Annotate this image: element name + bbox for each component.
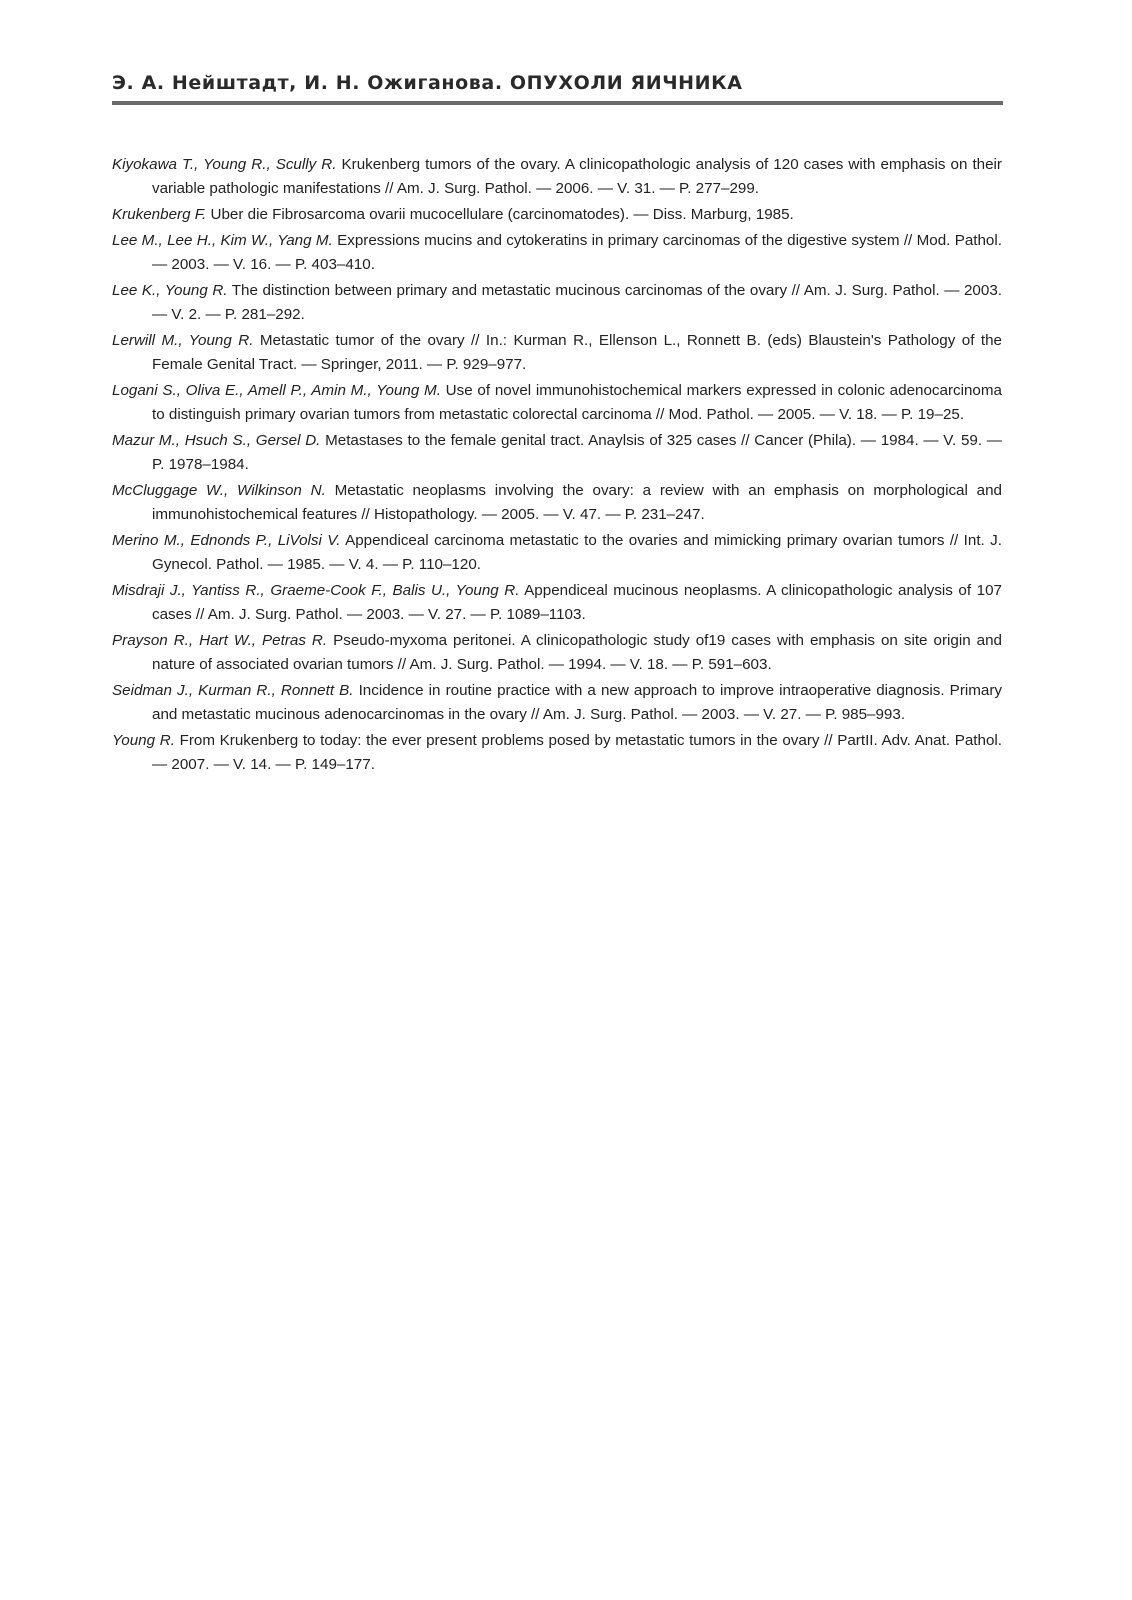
reference-text: Metastatic tumor of the ovary // In.: Kurman R., Ellenson L., Ronnett B. (eds) Blaustein's Pathology of the Female Genital Tract. — Springer, 2011. — P. 929–977. xyxy=(152,332,1002,373)
reference-text: From Krukenberg to today: the ever present problems posed by metastatic tumors in the ovary // PartII. Adv. Anat. Pathol. — 2007. — V. 14. — P. 149–177. xyxy=(152,732,1002,773)
reference-item xyxy=(112,729,1002,777)
reference-item xyxy=(112,629,1002,677)
header-rule xyxy=(112,101,1003,105)
reference-item xyxy=(112,579,1002,627)
reference-text: Expressions mucins and cytokeratins in primary carcinomas of the digestive system // Mod. Pathol. — 2003. — V. 16. — P. 403–410. xyxy=(152,232,1002,273)
reference-text: The distinction between primary and metastatic mucinous carcinomas of the ovary // Am. J. Surg. Pathol. — 2003. — V. 2. — P. 281–292. xyxy=(152,282,1002,323)
reference-item xyxy=(112,329,1002,377)
reference-authors: Kiyokawa T., Young R., Scully R. xyxy=(112,156,337,173)
reference-authors: Prayson R., Hart W., Petras R. xyxy=(112,632,328,649)
reference-item xyxy=(112,153,1002,201)
reference-authors: Seidman J., Kurman R., Ronnett B. xyxy=(112,682,354,699)
reference-item xyxy=(112,379,1002,427)
reference-text: Incidence in routine practice with a new approach to improve intraoperative diagnosis. Primary and metastatic mucinous adenocarcinomas in the ovary // Am. J. Surg. Pathol. — 2003. — V. 27. — P. 985–993. xyxy=(152,682,1002,723)
reference-item xyxy=(112,279,1002,327)
reference-text: Use of novel immunohistochemical markers expressed in colonic adenocarcinoma to distinguish primary ovarian tumors from metastatic colorectal carcinoma // Mod. Pathol. — 2005. — V. 18. — P. 19–25. xyxy=(152,382,1002,423)
reference-text: Krukenberg tumors of the ovary. A clinicopathologic analysis of 120 cases with emphasis on their variable pathologic manifestations // Am. J. Surg. Pathol. — 2006. — V. 31. — P. 277–299. xyxy=(152,156,1002,197)
reference-text: Metastatic neoplasms involving the ovary: a review with an emphasis on morphological and immunohistochemical features // Histopathology. — 2005. — V. 47. — P. 231–247. xyxy=(152,482,1002,523)
reference-text: Uber die Fibrosarcoma ovarii mucocellulare (carcinomatodes). — Diss. Marburg, 1985. xyxy=(210,206,794,223)
reference-text: Metastases to the female genital tract. Anaylsis of 325 cases // Cancer (Phila). — 1984. — V. 59. — P. 1978–1984. xyxy=(152,432,1002,473)
reference-item xyxy=(112,479,1002,527)
reference-item xyxy=(112,229,1002,277)
reference-text: Pseudo-myxoma peritonei. A clinicopathologic study of19 cases with emphasis on site origin and nature of associated ovarian tumors // Am. J. Surg. Pathol. — 1994. — V. 18. — P. 591–603. xyxy=(152,632,1002,673)
reference-text: Appendiceal carcinoma metastatic to the ovaries and mimicking primary ovarian tumors // Int. J. Gynecol. Pathol. — 1985. — V. 4. — P. 110–120. xyxy=(152,532,1002,573)
reference-authors: Merino M., Ednonds P., LiVolsi V. xyxy=(112,532,341,549)
reference-authors: Mazur M., Hsuch S., Gersel D. xyxy=(112,432,321,449)
reference-item xyxy=(112,203,1002,227)
reference-authors: Lee M., Lee H., Kim W., Yang M. xyxy=(112,232,333,249)
reference-item xyxy=(112,529,1002,577)
running-title: Э. А. Нейштадт, И. Н. Ожиганова. ОПУХОЛИ ЯИЧНИКА xyxy=(112,72,743,94)
reference-authors: Young R. xyxy=(112,732,175,749)
reference-item xyxy=(112,679,1002,727)
reference-authors: Lerwill M., Young R. xyxy=(112,332,254,349)
reference-authors: Lee K., Young R. xyxy=(112,282,228,299)
reference-authors: Krukenberg F. xyxy=(112,206,207,223)
reference-authors: McCluggage W., Wilkinson N. xyxy=(112,482,326,499)
reference-authors: Logani S., Oliva E., Amell P., Amin M., Young M. xyxy=(112,382,441,399)
reference-authors: Misdraji J., Yantiss R., Graeme-Cook F., Balis U., Young R. xyxy=(112,582,520,599)
reference-list xyxy=(112,153,1002,779)
reference-item xyxy=(112,429,1002,477)
reference-text: Appendiceal mucinous neoplasms. A clinicopathologic analysis of 107 cases // Am. J. Surg. Pathol. — 2003. — V. 27. — P. 1089–1103. xyxy=(152,582,1002,623)
